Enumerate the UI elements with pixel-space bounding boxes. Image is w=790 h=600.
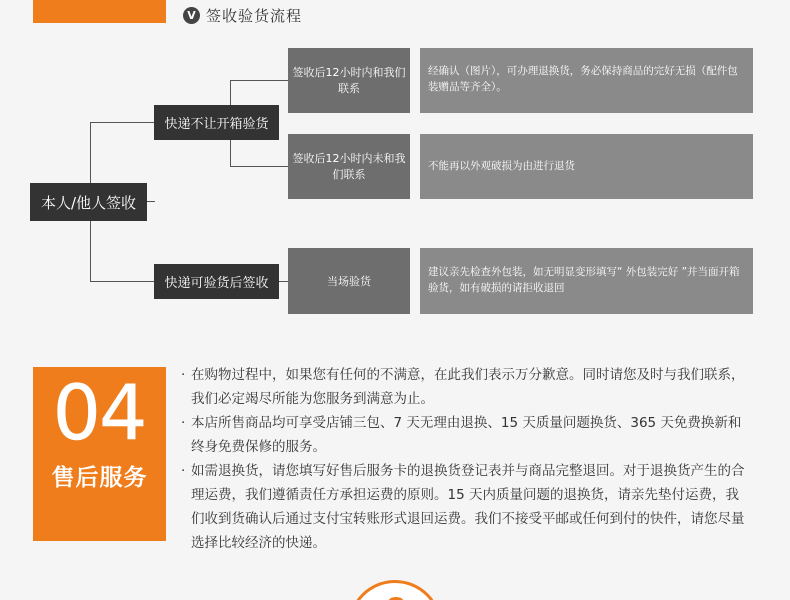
flow-mid-on-spot: 当场验货 bbox=[288, 248, 410, 314]
flow-mid-after-12h: 签收后12小时内未和我们联系 bbox=[288, 134, 410, 199]
connector-line bbox=[90, 122, 154, 123]
orange-header-tab bbox=[33, 0, 166, 23]
after-sales-notes bbox=[181, 363, 751, 555]
section-title-text: 签收验货流程 bbox=[206, 6, 303, 25]
check-circle-icon: V bbox=[183, 7, 200, 24]
flow-result-on-spot: 建议亲先检查外包装，如无明显变形填写“ 外包装完好 ”并当面开箱验货，如有破损的请拒收退回 bbox=[420, 248, 753, 314]
bullet-dot: · bbox=[181, 367, 186, 383]
connector-line bbox=[230, 140, 231, 166]
connector-line bbox=[90, 122, 91, 183]
flow-branch-open: 快递可验货后签收 bbox=[154, 264, 279, 299]
connector-line bbox=[230, 80, 231, 105]
connector-line bbox=[279, 281, 288, 282]
flow-branch-no-open: 快递不让开箱验货 bbox=[154, 105, 279, 140]
bullet-dot: · bbox=[181, 415, 186, 431]
connector-line bbox=[90, 221, 91, 282]
flow-result-within-12h: 经确认（图片），可办理退换货，务必保持商品的完好无损（配件包装赠品等齐全）。 bbox=[420, 48, 753, 113]
bullet-dot: · bbox=[181, 463, 186, 479]
connector-line bbox=[230, 80, 288, 81]
note-item: · 如需退换货，请您填写好售后服务卡的退换货登记表并与商品完整退回。对于退换货产生的合理运费，我们遵循责任方承担运费的原则。15 天内质量问题的退换货，请亲先垫付运费，我们收到货确认后通过支付宝转账形式退回运费。我们不接受平邮或任何到付的快件，请您尽量选择比较经济的快递。 bbox=[181, 459, 751, 555]
flow-root-box: 本人/他人签收 bbox=[30, 183, 147, 221]
section-title bbox=[183, 4, 302, 26]
svg-text:04: 04 bbox=[52, 375, 146, 445]
note-item: · 本店所售商品均可享受店铺三包、7 天无理由退换、15 天质量问题换货、365 天免费换新和终身免费保修的服务。 bbox=[181, 411, 751, 459]
flow-result-after-12h: 不能再以外观破损为由进行退货 bbox=[420, 134, 753, 199]
badge-number bbox=[33, 375, 166, 445]
next-section-circle-icon bbox=[348, 580, 442, 600]
flow-mid-within-12h: 签收后12小时内和我们联系 bbox=[288, 48, 410, 113]
note-item: · 在购物过程中，如果您有任何的不满意，在此我们表示万分歉意。同时请您及时与我们联系，我们必定竭尽所能为您服务到满意为止。 bbox=[181, 363, 751, 411]
after-sales-badge bbox=[33, 367, 166, 541]
connector-line bbox=[230, 166, 288, 167]
badge-label: 售后服务 bbox=[51, 465, 148, 491]
connector-line bbox=[147, 201, 155, 202]
connector-line bbox=[90, 281, 154, 282]
